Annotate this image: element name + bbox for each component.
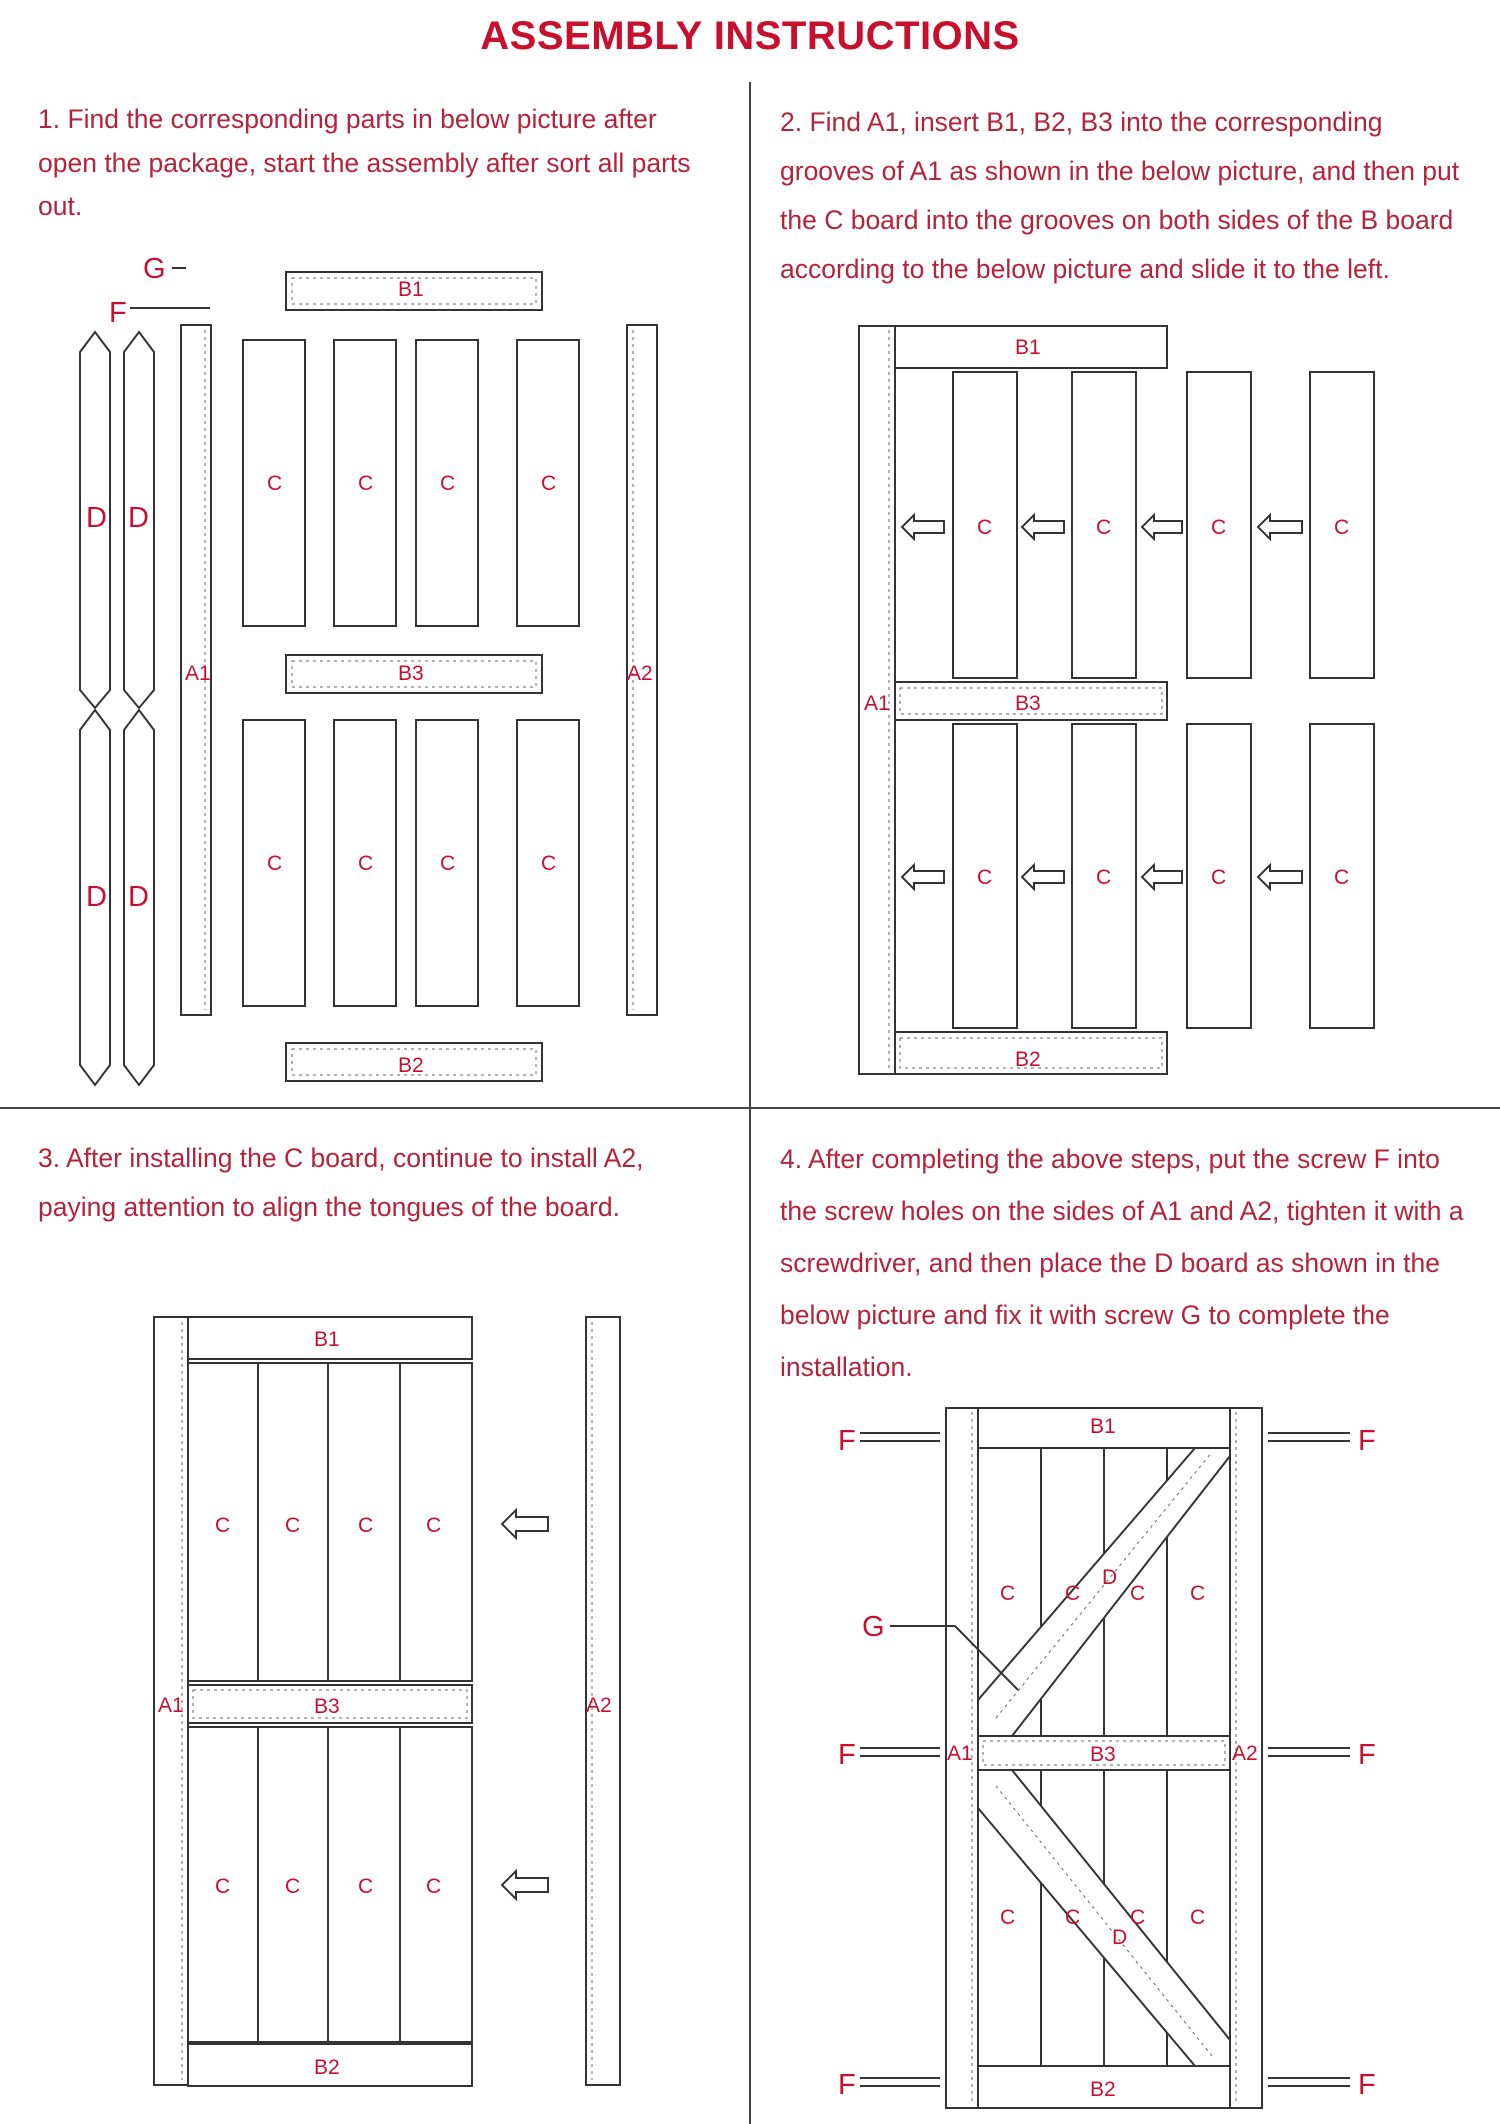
svg-text:B2: B2 [1090, 2078, 1116, 2101]
svg-text:C: C [1211, 866, 1227, 889]
b1-part [286, 272, 542, 310]
svg-text:B1: B1 [1015, 336, 1041, 359]
screw-g-callout [143, 253, 186, 285]
svg-text:C: C [215, 1875, 231, 1898]
svg-text:C: C [440, 852, 456, 875]
svg-text:A2: A2 [1232, 1742, 1258, 1765]
svg-text:B1: B1 [314, 1328, 340, 1351]
b2-part [286, 1043, 542, 1081]
svg-text:B2: B2 [314, 2056, 340, 2079]
svg-text:D: D [128, 881, 149, 913]
svg-text:C: C [285, 1875, 301, 1898]
svg-text:F: F [109, 297, 127, 329]
svg-text:A1: A1 [947, 1742, 973, 1765]
svg-text:D: D [1112, 1926, 1128, 1949]
svg-text:C: C [1190, 1582, 1206, 1605]
svg-text:D: D [1102, 1566, 1118, 1589]
svg-text:C: C [541, 472, 557, 495]
svg-text:C: C [1000, 1906, 1016, 1929]
step-2-text: 2. Find A1, insert B1, B2, B3 into the corresponding grooves of A1 as shown in the below picture, and then put the C board into the grooves on both sides of the B board according to the below picture and slide it to the left. [780, 107, 1460, 285]
svg-text:A1: A1 [158, 1694, 184, 1717]
svg-text:B3: B3 [1015, 692, 1041, 715]
c-boards-lower [243, 720, 579, 1006]
svg-text:F: F [838, 1425, 856, 1457]
svg-text:C: C [1096, 866, 1112, 889]
step-4-diagram [838, 1408, 1376, 2108]
svg-text:F: F [1358, 1425, 1376, 1457]
b3-part [286, 655, 542, 693]
svg-text:C: C [541, 852, 557, 875]
svg-text:C: C [1130, 1906, 1146, 1929]
svg-text:A1: A1 [185, 662, 211, 685]
svg-text:G: G [143, 253, 166, 285]
svg-text:C: C [977, 866, 993, 889]
install-arrow [502, 1510, 548, 1538]
svg-text:B1: B1 [1090, 1415, 1116, 1438]
svg-text:C: C [1000, 1582, 1016, 1605]
a1-part [181, 325, 211, 1015]
svg-text:C: C [440, 472, 456, 495]
svg-text:A1: A1 [864, 692, 890, 715]
svg-text:C: C [1190, 1906, 1206, 1929]
install-arrow [502, 1871, 548, 1899]
svg-text:C: C [215, 1514, 231, 1537]
step-1-text: 1. Find the corresponding parts in below picture after open the package, start the assembly after sort all parts out. [38, 104, 691, 222]
svg-text:C: C [1334, 516, 1350, 539]
svg-text:G: G [862, 1611, 885, 1643]
svg-text:C: C [285, 1514, 301, 1537]
svg-text:C: C [1334, 866, 1350, 889]
svg-text:C: C [358, 472, 374, 495]
svg-text:A2: A2 [586, 1694, 612, 1717]
c-boards-upper [243, 340, 579, 626]
svg-text:F: F [1358, 1739, 1376, 1771]
svg-text:D: D [128, 502, 149, 534]
svg-text:B1: B1 [398, 278, 424, 301]
svg-text:B3: B3 [398, 662, 424, 685]
svg-text:C: C [1065, 1906, 1081, 1929]
svg-text:D: D [86, 502, 107, 534]
svg-text:B2: B2 [1015, 1048, 1041, 1071]
step-3-text: 3. After installing the C board, continue to install A2, paying attention to align the tongues of the board. [38, 1143, 644, 1223]
a2-part [627, 325, 657, 1015]
svg-text:F: F [1358, 2069, 1376, 2101]
svg-text:C: C [267, 472, 283, 495]
svg-text:B2: B2 [398, 1054, 424, 1077]
svg-text:C: C [1211, 516, 1227, 539]
step-2-diagram [859, 326, 1374, 1074]
svg-text:C: C [1096, 516, 1112, 539]
svg-text:C: C [358, 852, 374, 875]
svg-text:C: C [426, 1514, 442, 1537]
step-4-text: 4. After completing the above steps, put the screw F into the screw holes on the sides of A1 and A2, tighten it with a screwdriver, and then place the D board as shown in the below picture and fix it with screw G to complete the installation. [780, 1144, 1464, 1382]
svg-text:C: C [1065, 1582, 1081, 1605]
svg-text:F: F [838, 2069, 856, 2101]
svg-text:A2: A2 [627, 662, 653, 685]
svg-text:B3: B3 [314, 1695, 340, 1718]
svg-text:F: F [838, 1739, 856, 1771]
parts-diagram [80, 253, 657, 1085]
d-boards [80, 332, 154, 1085]
svg-text:C: C [977, 516, 993, 539]
svg-text:C: C [358, 1875, 374, 1898]
svg-text:C: C [426, 1875, 442, 1898]
step-3-diagram [154, 1317, 620, 2086]
svg-text:C: C [1130, 1582, 1146, 1605]
svg-text:D: D [86, 881, 107, 913]
page-title: ASSEMBLY INSTRUCTIONS [480, 14, 1020, 58]
svg-text:B3: B3 [1090, 1743, 1116, 1766]
svg-text:C: C [358, 1514, 374, 1537]
svg-text:C: C [267, 852, 283, 875]
